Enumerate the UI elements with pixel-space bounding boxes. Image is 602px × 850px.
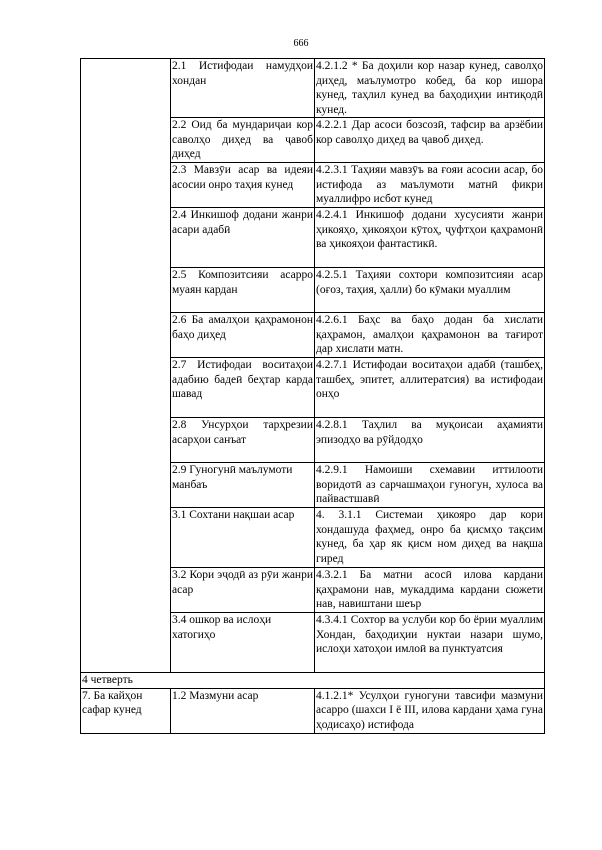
criterion-cell: 4.2.1.2 * Ба доҳили кор назар кунед, саволҳо диҳед, маълумотро кобед, ба кор ишора кунед, таҳлил кунед ва баҳодиҳии интиқодӣ кунед. — [316, 60, 543, 116]
curriculum-table — [80, 58, 545, 734]
objective-cell: 2.4 Инкишоф додани жанри асари адабӣ — [171, 208, 315, 268]
topic-cell: 7. Ба кайҳон сафар кунед — [81, 688, 171, 733]
objective-cell: 3.4 ошкор ва ислоҳи хатогиҳо — [171, 613, 315, 673]
objective-cell: 2.5 Композитсияи асарро муаян кардан — [171, 268, 315, 313]
objective-cell: 2.3 Мавзӯи асар ва идеяи асосии онро таҳия кунед — [171, 163, 315, 208]
criterion-cell: 4.2.6.1 Баҳс ва баҳо додан ба хислати қаҳрамон, амалҳои қаҳрамонон ва тағирот дар хислати матн. — [315, 313, 545, 358]
objective-cell: 3.1 Сохтани нақшаи асар — [171, 508, 315, 568]
table-row — [81, 59, 545, 118]
criterion-cell: 4.2.2.1 Дар асоси бозсозӣ, тафсир ва арзёбии кор саволҳо диҳед ва ҷавоб диҳед. — [315, 118, 545, 163]
objective-cell: 2.6 Ба амалҳои қаҳрамонон баҳо диҳед — [171, 313, 315, 358]
criterion-cell: 4.2.8.1 Таҳлил ва муқоисаи аҳамияти эпизодҳо ва рӯйдодҳо — [315, 418, 545, 463]
quarter-row — [81, 673, 545, 689]
objective-cell: 2.7 Истифодаи воситаҳои адабию бадеӣ беҳтар карда шавад — [171, 358, 315, 418]
criterion-cell: 4.2.5.1 Таҳияи сохтори композитсияи асар (оғоз, таҳия, ҳалли) бо кӯмаки муаллим — [315, 268, 545, 313]
objective-cell: 2.1 Истифодаи намудҳои хондан — [171, 59, 315, 118]
criterion-cell: 4. 3.1.1 Системаи ҳикояро дар кори хондашуда фаҳмед, онро ба қисмҳо тақсим кунед, ба ҳар як қисм ном диҳед ва нақша гиред — [315, 508, 545, 568]
criterion-cell: 4.2.7.1 Истифодаи воситаҳои адабӣ (ташбеҳ, ташбеҳ, эпитет, аллитератсия) ва истифодаи онҳо — [315, 358, 545, 418]
topic-cell-empty — [81, 59, 171, 673]
page-number: 666 — [293, 38, 309, 49]
objective-cell: 2.9 Гуногунӣ маълумоти манбаъ — [171, 463, 315, 508]
criterion-cell: 4.3.4.1 Сохтор ва услуби кор бо ёрии муаллим Хондан, баҳодиҳии нуктаи назари шумо, ислоҳи хатоҳои имлоӣ ва пунктуатсия — [315, 613, 545, 673]
criterion-cell: 4.2.3.1 Таҳияи мавзӯъ ва ғояи асосии асар, бо истифода аз маълумоти матнӣ фикри муаллифро исбот кунед — [315, 163, 545, 208]
objective-cell: 3.2 Кори эҷодӣ аз рӯи жанри асар — [171, 568, 315, 613]
criterion-cell: 4.1.2.1* Усулҳои гуногуни тавсифи мазмуни асарро (шахси I ё III, илова кардани ҳама гуна ҳодисаҳо) истифода — [315, 688, 545, 733]
criterion-cell: 4.2.4.1 Инкишоф додани хусусияти жанри ҳикояҳо, ҳикояҳои кӯтоҳ, ҷуфтҳои қаҳрамонӣ ва ҳикояҳои фантастикӣ. — [315, 208, 545, 268]
objective-cell: 2.8 Унсурҳои тарҳрезии асарҳои санъат — [171, 418, 315, 463]
objective-cell: 1.2 Мазмуни асар — [171, 688, 315, 733]
quarter-label: 4 четверть — [81, 673, 545, 689]
table-row — [81, 688, 545, 733]
criterion-cell: 4.3.2.1 Ба матни асосӣ илова кардани қаҳрамони нав, мукаддима кардани сюжети нав, навиштани шеър — [315, 568, 545, 613]
criterion-cell: 4.2.9.1 Намоиши схемавии иттилооти воридотӣ аз сарчашмаҳои гуногун, хулоса ва пайвастшавӣ — [315, 463, 545, 508]
objective-cell: 2.2 Оид ба мундариҷаи кор саволҳо диҳед ва ҷавоб диҳед — [171, 118, 315, 163]
